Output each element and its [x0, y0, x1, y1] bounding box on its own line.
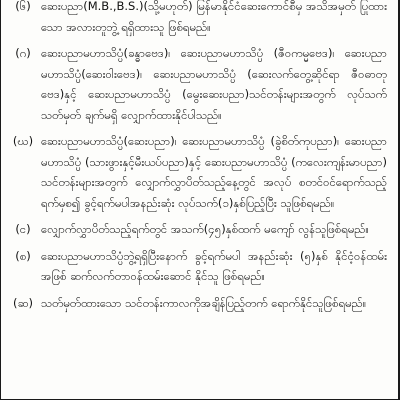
clause-text: ဆေးပညာမဟာသိပ္ပံ(ခန္ဓာဗေဒ)၊ ဆေးပညာမဟာသိပ္ပံ (ဇီဝကမ္မဗေဒ)၊ ဆေးပညာမဟာသိပ္ပံ(ဆေးဝါးဗေဒ)၊ ဆေးပညာမဟာသိပ္ပံ (ဆေးလက်တွေ့ဆိုင်ရာ ဇီဝဓာတုဗေဒ)နှင့် ဆေးပညာမဟာသိပ္ပံ (မွေးဆေးပညာ)သင်တန်းများအတွက် လုပ်သက်သတ်မှတ် ချက်မရှိ လျှောက်ထားနိုင်ပါသည်။: [41, 46, 387, 122]
clause-item: [1, 219, 393, 240]
clause-item: [1, 43, 393, 125]
clause-item: [1, 293, 393, 314]
clause-item: [1, 246, 393, 287]
clause-marker: (င): [15, 222, 31, 236]
eligibility-clause-list: [1, 0, 393, 319]
clause-text: လျှောက်လွှာပိတ်သည့်ရက်တွင် အသက်(၄၅)နှစ်ထက် မကျော် လွန်သူဖြစ်ရမည်။: [41, 222, 370, 236]
clause-text: ဆေးပညာမဟာသိပ္ပံ(ဆေးပညာ)၊ ဆေးပညာမဟာသိပ္ပံ (ခွဲစိတ်ကုပညာ)၊ ဆေးပညာမဟာသိပ္ပံ (သားဖွားနှင့်မီးယပ်ပညာ)နှင့် ဆေးပညာမဟာသိပ္ပံ (ကလေးကျန်းမာပညာ) သင်တန်းများအတွက် လျှောက်လွှာပိတ်သည့်နေ့တွင် အလုပ် စတင်ဝင်ရောက်သည့်ရက်မှစ၍ ခွင့်ရက်မပါအနည်းဆုံး လုပ်သက်(၁)နှစ်ပြည့်ပြီး သူဖြစ်ရမည်။: [41, 134, 387, 210]
clause-item: [1, 0, 393, 37]
clause-marker: (ဂ): [15, 46, 31, 60]
clause-text: ဆေးပညာ(M.B.,B.S.)(သို့မဟုတ်) မြန်မာနိုင်ငံဆေးကောင်စီမှ အသိအမှတ် ပြုထားသော အလားတူဘွဲ့ ရရှိထားသူ ဖြစ်ရမည်။: [41, 0, 387, 34]
clause-marker: (ဆ): [12, 295, 34, 310]
clause-text: သတ်မှတ်ထားသော သင်တန်းကာလကိုအချိန်ပြည့်တက် ရောက်နိုင်သူဖြစ်ရမည်။: [41, 295, 367, 310]
clause-marker: (စ): [15, 248, 31, 263]
clause-text: ဆေးပညာမဟာသိပ္ပံဘွဲ့ရရှိပြီးနောက် ခွင့်ရက်မပါ အနည်းဆုံး (၅)နှစ် နိုင်ငံ့ဝန်ထမ်းအဖြစ် ဆက်လက်တာဝန်ထမ်းဆောင် နိုင်သူ ဖြစ်ရမည်။: [41, 248, 387, 283]
clause-item: [1, 131, 393, 213]
clause-marker: (ဃ): [12, 134, 34, 148]
clause-marker: (၆): [15, 0, 31, 13]
